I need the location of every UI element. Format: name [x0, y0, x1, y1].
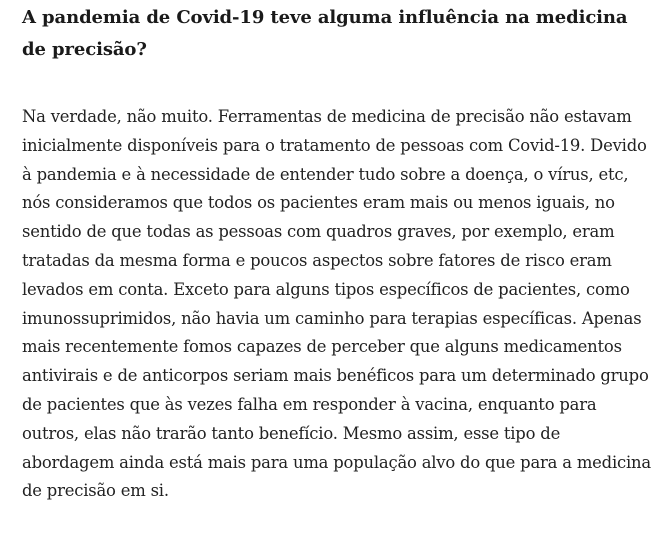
answer-paragraph: Na verdade, não muito. Ferramentas de medicina de precisão não estavam inicialmente disponíveis para o tratamento de pessoas com Covid-19. Devido à pandemia e à necessidade de entender tudo sobre a doença, o vírus, etc, nós consideramos que todos os pacientes eram mais ou menos iguais, no sentido de que todas as pessoas com quadros graves, por exemplo, eram tratadas da mesma forma e poucos aspectos sobre fatores de risco eram levados em conta. Exceto para alguns tipos específicos de pacientes, como imunossuprimidos, não havia um caminho para terapias específicas. Apenas mais recentemente fomos capazes de perceber que alguns medicamentos antivirais e de anticorpos seriam mais benéficos para um determinado grupo de pacientes que às vezes falha em responder à vacina, enquanto para outros, elas não trarão tanto benefício. Mesmo assim, esse tipo de abordagem ainda está mais para uma população alvo do que para a medicina de precisão em si.	[22, 107, 651, 501]
article	[22, 2, 657, 506]
question-heading: A pandemia de Covid-19 teve alguma influência na medicina de precisão?	[22, 7, 628, 60]
